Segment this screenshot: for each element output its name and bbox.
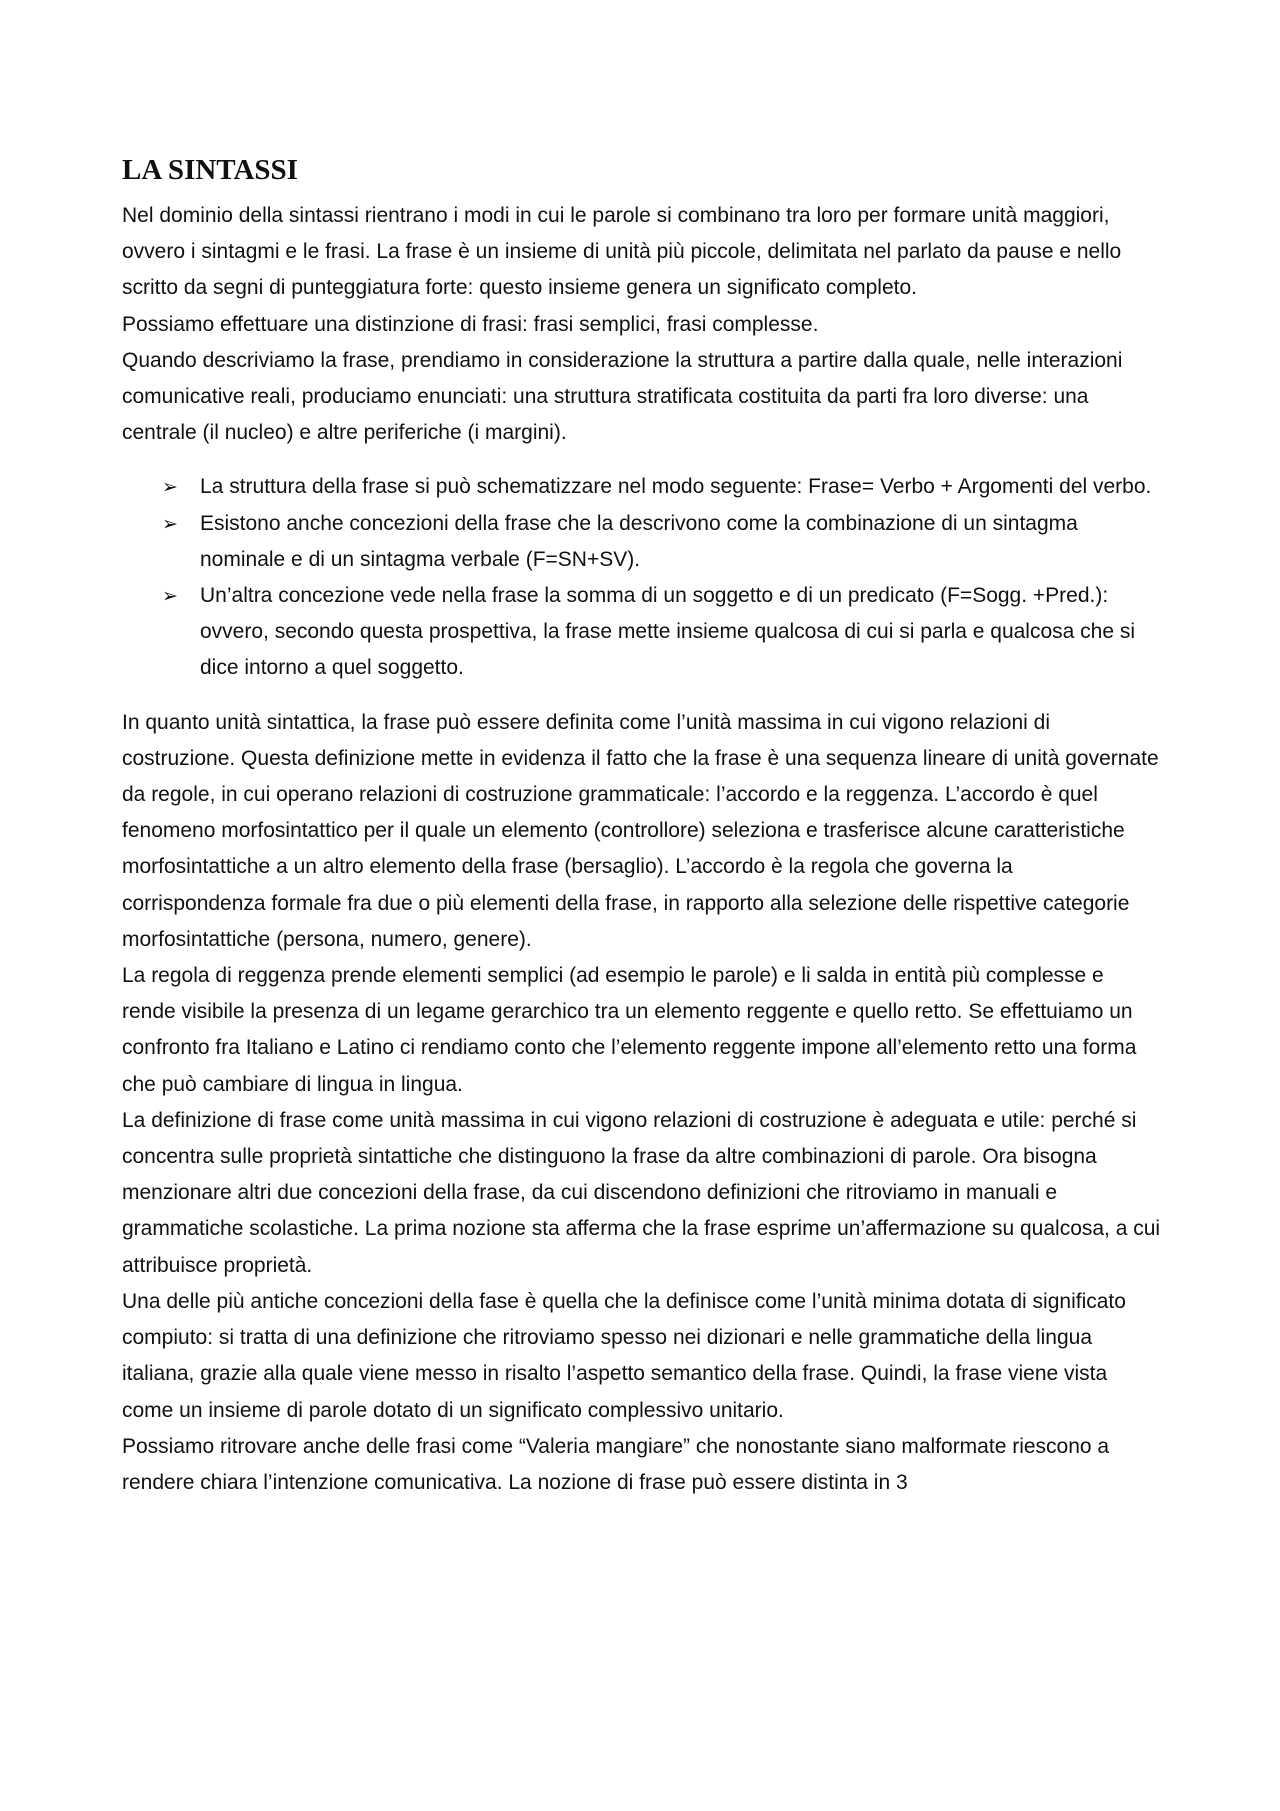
- paragraph: Nel dominio della sintassi rientrano i modi in cui le parole si combinano tra loro per formare unità maggiori, ovvero i sintagmi e le frasi. La frase è un insieme di unità più piccole, delimitata nel parlato da pause e nello scritto da segni di punteggiatura forte: questo insieme genera un significato completo.: [122, 204, 1122, 300]
- list-item-text: La struttura della frase si può schematizzare nel modo seguente: Frase= Verbo + Argomenti del verbo.: [200, 475, 1152, 499]
- arrow-bullet-icon: ➢: [162, 585, 178, 608]
- paragraph: Possiamo ritrovare anche delle frasi come “Valeria mangiare” che nonostante siano malformate riescono a rendere chiara l’intenzione comunicativa. La nozione di frase può essere distinta in 3: [122, 1434, 1110, 1494]
- list-item-text: Un’altra concezione vede nella frase la somma di un soggetto e di un predicato (F=Sogg. +Pred.): ovvero, secondo questa prospettiva, la frase mette insieme qualcosa di cui si parla e qualcosa che si dice intorno a quel soggetto.: [200, 584, 1136, 680]
- paragraph: Quando descriviamo la frase, prendiamo in considerazione la struttura a partire dalla quale, nelle interazioni comunicative reali, produciamo enunciati: una struttura stratificata costituita da parti fra loro diverse: una centrale (il nucleo) e altre periferiche (i margini).: [122, 348, 1123, 445]
- bullet-list: [122, 469, 1162, 686]
- paragraph: La regola di reggenza prende elementi semplici (ad esempio le parole) e li salda in entità più complesse e rende visibile la presenza di un legame gerarchico tra un elemento reggente e quello retto. Se effettuiamo un confronto fra Italiano e Latino ci rendiamo conto che l’elemento reggente impone all’elemento retto una forma che può cambiare di lingua in lingua.: [122, 964, 1137, 1096]
- document-content: [122, 150, 1162, 1501]
- paragraph: In quanto unità sintattica, la frase può essere definita come l’unità massima in cui vigono relazioni di costruzione. Questa definizione mette in evidenza il fatto che la frase è una sequenza lineare di unità governate da regole, in cui operano relazioni di costruzione grammaticale: l’accordo e la reggenza. L’accordo è quel fenomeno morfosintattico per il quale un elemento (controllore) seleziona e trasferisce alcune caratteristiche morfosintattiche a un altro elemento della frase (bersaglio). L’accordo è la regola che governa la corrispondenza formale fra due o più elementi della frase, in rapporto alla selezione delle rispettive categorie morfosintattiche (persona, numero, genere).: [122, 710, 1159, 951]
- paragraph: Una delle più antiche concezioni della fase è quella che la definisce come l’unità minima dotata di significato compiuto: si tratta di una definizione che ritroviamo spesso nei dizionari e nelle grammatiche della lingua italiana, grazie alla quale viene messo in risalto l’aspetto semantico della frase. Quindi, la frase viene vista come un insieme di parole dotato di un significato complessivo unitario.: [122, 1289, 1126, 1422]
- list-item: [122, 506, 1162, 578]
- arrow-bullet-icon: ➢: [162, 512, 178, 535]
- paragraph: Possiamo effettuare una distinzione di frasi: frasi semplici, frasi complesse.: [122, 312, 819, 336]
- list-item-text: Esistono anche concezioni della frase che la descrivono come la combinazione di un sintagma nominale e di un sintagma verbale (F=SN+SV).: [200, 511, 1078, 571]
- list-item: [122, 578, 1162, 687]
- arrow-bullet-icon: ➢: [162, 476, 178, 499]
- page-title: LA SINTASSI: [122, 154, 298, 186]
- paragraph: La definizione di frase come unità massima in cui vigono relazioni di costruzione è adeguata e utile: perché si concentra sulle proprietà sintattiche che distinguono la frase da altre combinazioni di parole. Ora bisogna menzionare altri due concezioni della frase, da cui discendono definizioni che ritroviamo in manuali e grammatiche scolastiche. La prima nozione sta afferma che la frase esprime un’affermazione su qualcosa, a cui attribuisce proprietà.: [122, 1108, 1161, 1277]
- list-item: [122, 469, 1162, 505]
